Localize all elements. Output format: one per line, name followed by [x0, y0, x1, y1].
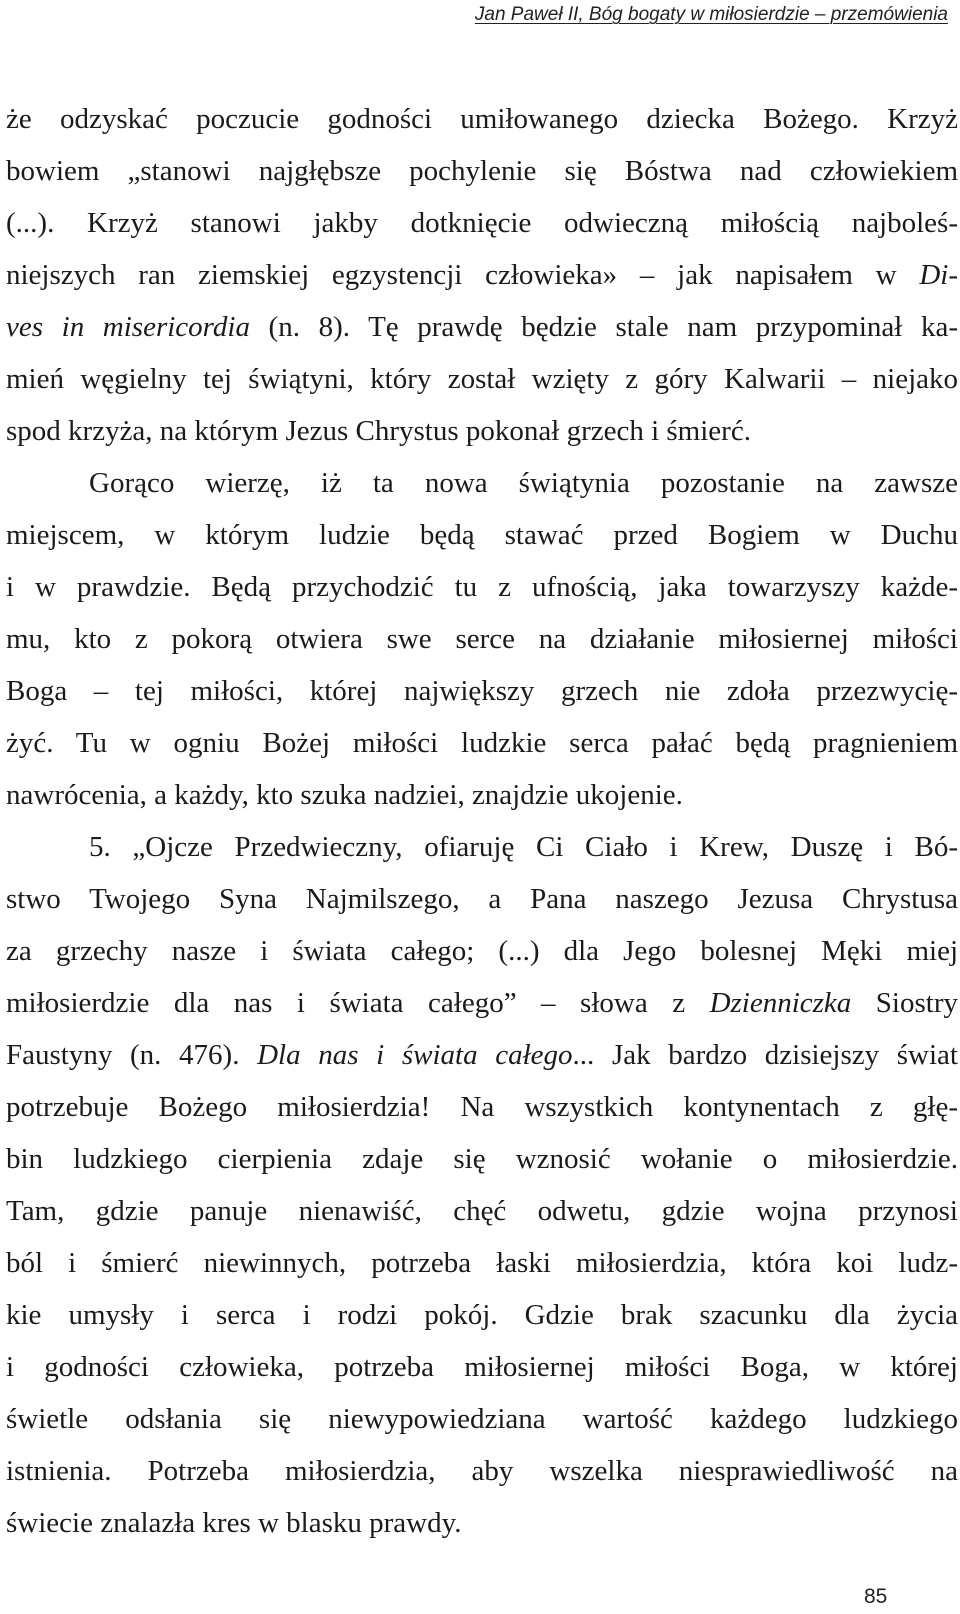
text-segment: mu, kto z pokorą otwiera swe serce na działanie miłosiernej miłości [6, 623, 958, 655]
text-segment: ból i śmierć niewinnych, potrzeba łaski miłosierdzia, która koi ludz- [6, 1247, 958, 1279]
text-line [6, 1289, 958, 1341]
text-segment: Tam, gdzie panuje nienawiść, chęć odwetu, gdzie wojna przynosi [6, 1195, 958, 1227]
text-line [6, 197, 958, 249]
text-segment: istnienia. Potrzeba miłosierdzia, aby wszelka niesprawiedliwość na [6, 1455, 958, 1487]
text-line [6, 509, 958, 561]
text-segment: stwo Twojego Syna Najmilszego, a Pana naszego Jezusa Chrystusa [6, 883, 958, 915]
page-number: 85 [864, 1585, 888, 1608]
text-segment: za grzechy nasze i świata całego; (...) dla Jego bolesnej Męki miej [6, 935, 958, 967]
text-segment: Faustyny (n. 476). [6, 1039, 258, 1071]
text-line [6, 821, 958, 873]
text-line [6, 1341, 958, 1393]
text-line [6, 717, 958, 769]
text-line [6, 769, 958, 821]
text-line [6, 1497, 958, 1549]
text-line [6, 977, 958, 1029]
text-line [6, 561, 958, 613]
text-line [6, 1081, 958, 1133]
text-line [6, 1029, 958, 1081]
text-line [6, 1237, 958, 1289]
text-segment: i godności człowieka, potrzeba miłosiernej miłości Boga, w której [6, 1351, 958, 1383]
text-segment: kie umysły i serca i rodzi pokój. Gdzie brak szacunku dla życia [6, 1299, 958, 1331]
italic-text-segment: ves in misericordia [6, 311, 250, 343]
text-segment: Boga – tej miłości, której największy grzech nie zdoła przezwycię- [6, 675, 958, 707]
text-line [6, 353, 958, 405]
text-line [6, 665, 958, 717]
text-line [6, 93, 958, 145]
text-segment: i w prawdzie. Będą przychodzić tu z ufnością, jaka towarzyszy każde- [6, 571, 958, 603]
text-segment: mień węgielny tej świątyni, który został wzięty z góry Kalwarii – niejako [6, 363, 958, 395]
text-segment: bin ludzkiego cierpienia zdaje się wznosić wołanie o miłosierdzie. [6, 1143, 958, 1175]
text-line [6, 145, 958, 197]
text-line [6, 1393, 958, 1445]
italic-text-segment: Di- [919, 259, 958, 291]
text-segment: spod krzyża, na którym Jezus Chrystus pokonał grzech i śmierć. [6, 415, 751, 447]
text-segment: żyć. Tu w ogniu Bożej miłości ludzkie serca pałać będą pragnieniem [6, 727, 958, 759]
text-segment: miłosierdzie dla nas i świata całego” – słowa z [6, 987, 710, 1019]
text-segment: (n. 8). Tę prawdę będzie stale nam przypominał ka- [249, 311, 958, 343]
text-segment: nawrócenia, a każdy, kto szuka nadziei, znajdzie ukojenie. [6, 779, 683, 811]
text-segment: miejscem, w którym ludzie będą stawać przed Bogiem w Duchu [6, 519, 958, 551]
text-line [6, 1133, 958, 1185]
text-segment: (...). Krzyż stanowi jakby dotknięcie odwieczną miłością najboleś- [6, 207, 958, 239]
running-header: Jan Paweł II, Bóg bogaty w miłosierdzie – przemówienia [474, 4, 948, 25]
text-line [6, 249, 958, 301]
text-line [6, 873, 958, 925]
page-body [6, 93, 958, 1549]
text-segment: potrzebuje Bożego miłosierdzia! Na wszystkich kontynentach z głę- [6, 1091, 958, 1123]
text-line [6, 1185, 958, 1237]
text-line [6, 1445, 958, 1497]
text-segment: bowiem „stanowi najgłębsze pochylenie się Bóstwa nad człowiekiem [6, 155, 958, 187]
text-line [6, 613, 958, 665]
text-segment: świecie znalazła kres w blasku prawdy. [6, 1507, 462, 1539]
text-line [6, 925, 958, 977]
text-segment: Gorąco wierzę, iż ta nowa świątynia pozostanie na zawsze [89, 467, 958, 499]
italic-text-segment: Dzienniczka [709, 987, 852, 1019]
text-line [6, 457, 958, 509]
text-segment: że odzyskać poczucie godności umiłowanego dziecka Bożego. Krzyż [6, 103, 958, 135]
text-segment: ... Jak bardzo dzisiejszy świat [572, 1039, 958, 1071]
text-segment: 5. „Ojcze Przedwieczny, ofiaruję Ci Ciało i Krew, Duszę i Bó- [89, 831, 958, 863]
text-segment: Siostry [851, 987, 958, 1019]
text-segment: niejszych ran ziemskiej egzystencji człowieka» – jak napisałem w [6, 259, 920, 291]
text-line [6, 301, 958, 353]
text-line [6, 405, 958, 457]
text-segment: świetle odsłania się niewypowiedziana wartość każdego ludzkiego [6, 1403, 958, 1435]
italic-text-segment: Dla nas i świata całego [257, 1039, 573, 1071]
